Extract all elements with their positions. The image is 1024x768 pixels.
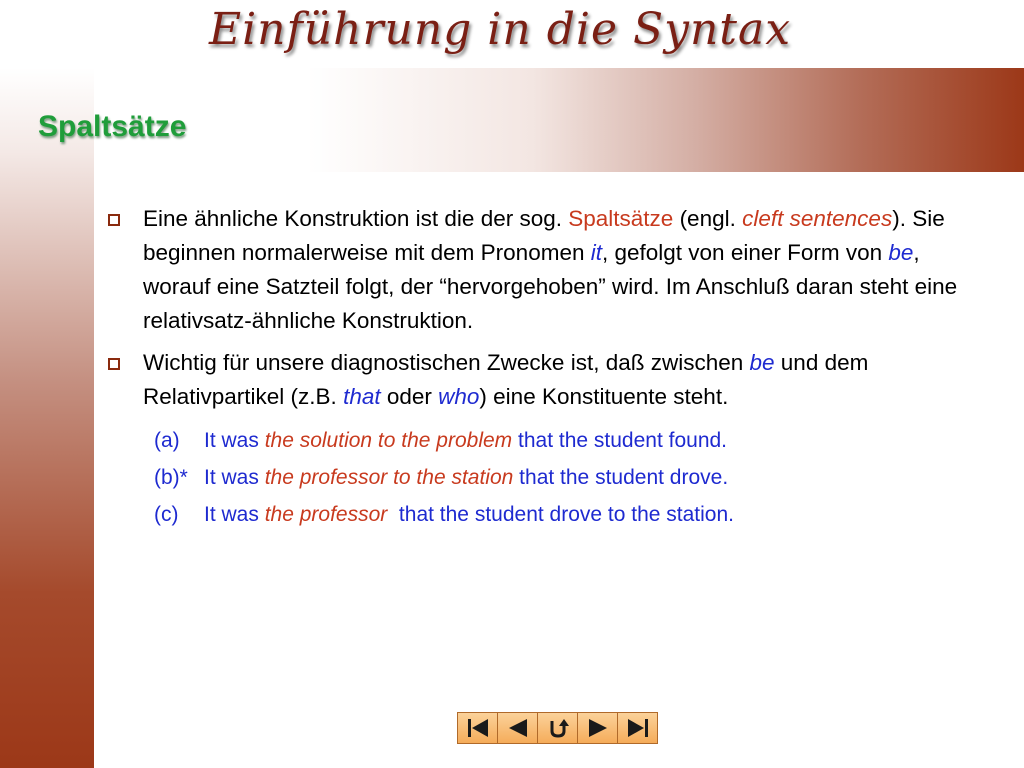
- return-button[interactable]: [538, 713, 578, 743]
- slide-navigation: [457, 712, 658, 744]
- previous-slide-button[interactable]: [498, 713, 538, 743]
- text-segment: that the student drove.: [513, 466, 729, 489]
- text-segment: that the student found.: [512, 429, 728, 452]
- first-slide-icon: [465, 717, 491, 739]
- example-list: [154, 422, 966, 533]
- focus-constituent: the solution to the problem: [264, 429, 513, 452]
- last-slide-icon: [625, 717, 651, 739]
- text-segment: , worauf eine Satzteil folgt, der “hervorgehoben” wird. Im Anschluß daran steht eine relativsatz-ähnliche Konstruktion.: [143, 240, 958, 333]
- return-icon: [545, 717, 571, 739]
- example-text: [204, 496, 734, 533]
- square-bullet-icon: [108, 358, 120, 370]
- highlighted-term: who: [438, 384, 480, 409]
- highlighted-term: it: [590, 240, 602, 265]
- bullet-item: [106, 346, 966, 414]
- next-slide-icon: [585, 717, 611, 739]
- text-segment: It was: [204, 503, 265, 526]
- example-row: [154, 496, 966, 533]
- example-label: (a): [154, 429, 180, 452]
- example-row: [154, 459, 966, 496]
- focus-constituent: the professor: [264, 503, 388, 526]
- previous-slide-icon: [505, 717, 531, 739]
- highlighted-term: be: [749, 350, 775, 375]
- first-slide-button[interactable]: [458, 713, 498, 743]
- text-segment: It was: [204, 429, 265, 452]
- focus-constituent: the professor to the station: [264, 466, 514, 489]
- text-segment: Wichtig für unsere diagnostischen Zwecke ist, daß zwischen: [143, 350, 750, 375]
- text-segment: oder: [380, 384, 439, 409]
- text-segment: und dem Relativpartikel (z.B.: [143, 350, 869, 409]
- text-segment: , gefolgt von einer Form von: [601, 240, 889, 265]
- banner: [0, 0, 1024, 68]
- slide-content: [106, 202, 966, 533]
- text-segment: Eine ähnliche Konstruktion ist die der sog.: [143, 206, 569, 231]
- highlighted-term: be: [888, 240, 914, 265]
- bullet-text: [143, 206, 957, 333]
- highlighted-term: that: [343, 384, 381, 409]
- example-text: [204, 459, 728, 496]
- text-segment: ). Sie beginnen normalerweise mit dem Pronomen: [143, 206, 945, 265]
- example-row: [154, 422, 966, 459]
- example-label: (b)*: [154, 466, 188, 489]
- example-label: (c): [154, 503, 179, 526]
- highlighted-term: cleft sentences: [742, 206, 893, 231]
- last-slide-button[interactable]: [618, 713, 657, 743]
- bullet-text: [143, 350, 868, 409]
- text-segment: that the student drove to the station.: [387, 503, 734, 526]
- left-gradient-bar: [0, 68, 94, 768]
- text-segment: It was: [204, 466, 265, 489]
- next-slide-button[interactable]: [578, 713, 618, 743]
- example-text: [204, 422, 727, 459]
- slide-heading: Spaltsätze: [38, 110, 187, 143]
- highlighted-term: Spaltsätze: [568, 206, 674, 231]
- bullet-item: [106, 202, 966, 338]
- square-bullet-icon: [108, 214, 120, 226]
- text-segment: (engl.: [673, 206, 743, 231]
- banner-title: Einführung in die Syntax: [208, 4, 792, 55]
- text-segment: ) eine Konstituente steht.: [479, 384, 729, 409]
